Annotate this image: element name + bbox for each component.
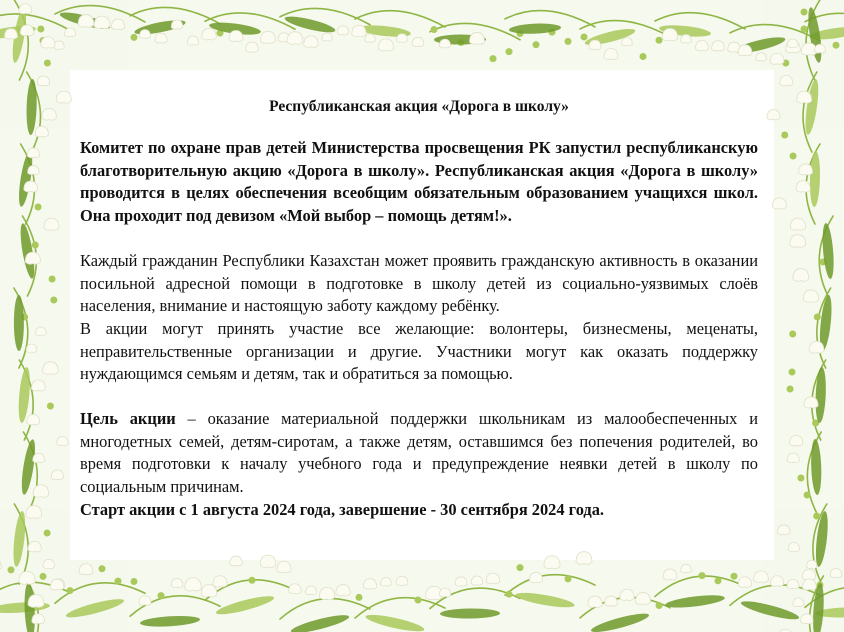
- lily-bloom: [19, 571, 35, 584]
- lily-bloom: [622, 37, 632, 45]
- lily-bloom: [815, 44, 826, 53]
- lily-bloom: [277, 561, 291, 572]
- goal-label: Цель акции: [80, 409, 176, 429]
- flower-bud: [35, 204, 42, 211]
- lily-bloom: [306, 586, 317, 595]
- flower-bud: [581, 33, 588, 40]
- flower-bud: [8, 566, 15, 573]
- lily-bloom: [139, 596, 151, 605]
- lily-bloom: [289, 584, 301, 594]
- flower-bud: [49, 276, 56, 283]
- lily-bloom: [681, 564, 692, 572]
- flower-bud: [517, 564, 524, 571]
- lily-bloom: [663, 569, 677, 580]
- lily-bloom: [790, 235, 806, 248]
- flower-bud: [656, 37, 663, 44]
- lily-bloom: [801, 614, 813, 624]
- flower-bud: [50, 297, 57, 304]
- lily-bloom: [809, 341, 824, 353]
- lily-bloom: [620, 589, 634, 600]
- lily-bloom: [605, 596, 618, 606]
- lily-bloom: [79, 564, 93, 575]
- flower-bud: [800, 26, 807, 33]
- lily-bloom: [544, 556, 560, 569]
- lily-bloom: [793, 598, 804, 607]
- lily-bloom: [26, 344, 37, 352]
- lily-bloom: [28, 541, 41, 552]
- flower-bud: [640, 53, 647, 60]
- flower-bud: [37, 26, 44, 33]
- flower-bud: [789, 331, 796, 338]
- lily-bloom: [322, 33, 332, 41]
- lily-bloom: [78, 15, 94, 28]
- goal-text: – оказание материальной поддержки школьникам из малообеспеченных и многодетных семей, детям-сиротам, а также детям, оставшимся без попечения родителей, во время подготовки к началу учебного года и предупреждение неявки детей в школу по социальным причинам.: [80, 409, 758, 497]
- lily-bloom: [793, 269, 809, 282]
- lily-bloom: [229, 30, 243, 41]
- flower-bud: [158, 592, 165, 599]
- lily-bloom: [4, 29, 17, 39]
- lily-bloom: [111, 19, 124, 30]
- lily-bloom: [51, 470, 63, 480]
- participants-paragraph: В акции могут принять участие все желающие: волонтеры, бизнесмены, меценаты, неправительственные организации и другие. Участники могут как оказать поддержку нуждающимся семьям и детям, так и обратиться за помощью.: [80, 318, 758, 384]
- lily-bloom: [42, 108, 57, 120]
- lily-bloom: [797, 91, 812, 103]
- lily-bloom: [260, 31, 275, 43]
- lily-bloom: [778, 525, 790, 535]
- lily-bloom: [803, 290, 819, 302]
- flower-bud: [814, 314, 821, 321]
- lily-bloom: [32, 614, 45, 624]
- lily-bloom: [796, 181, 810, 192]
- lily-bloom: [50, 579, 64, 590]
- lily-bloom: [770, 53, 784, 64]
- flower-bud: [506, 48, 513, 55]
- lily-bloom: [604, 49, 618, 60]
- lily-bloom: [287, 32, 303, 45]
- lily-bloom: [35, 126, 48, 137]
- flower-bud: [47, 403, 54, 410]
- lily-bloom: [43, 559, 55, 568]
- lily-bloom: [187, 36, 198, 45]
- lily-bloom: [64, 28, 75, 37]
- flower-bud: [44, 60, 51, 67]
- flower-bud: [699, 572, 706, 579]
- flower-bud: [565, 575, 572, 582]
- lily-bloom: [202, 28, 217, 40]
- flower-bud: [131, 578, 138, 585]
- intro-paragraph: Комитет по охране прав детей Министерства просвещения РК запустил республиканскую благотворительную акцию «Дорога в школу». Республиканская акция «Дорога в школу» проводится в целях обеспечения всеобщим обязательным образованием учащихся школ. Она проходит под девизом «Мой выбор – помощь детям!».: [80, 138, 758, 226]
- lily-bloom: [336, 585, 350, 596]
- lily-bloom: [260, 555, 276, 567]
- lily-bloom: [94, 16, 110, 29]
- lily-bloom: [802, 569, 815, 580]
- lily-bloom: [381, 578, 392, 586]
- lily-bloom: [37, 76, 49, 86]
- flower-bud: [804, 492, 811, 499]
- lily-bloom: [529, 572, 542, 582]
- lily-bloom: [738, 577, 751, 588]
- lily-bloom: [27, 148, 39, 158]
- lily-bloom: [28, 166, 39, 175]
- lily-bloom: [790, 218, 805, 230]
- lily-bloom: [365, 34, 376, 42]
- lily-bloom: [439, 588, 450, 597]
- lily-bloom: [772, 198, 786, 209]
- lily-bloom: [213, 576, 227, 587]
- lily-bloom: [35, 327, 46, 336]
- lily-bloom: [27, 415, 40, 425]
- lily-bloom: [787, 453, 799, 463]
- lily-bloom: [681, 35, 692, 44]
- lily-bloom: [304, 36, 318, 48]
- lily-bloom: [589, 40, 601, 50]
- flower-bud: [415, 596, 422, 603]
- lily-bloom: [439, 39, 450, 48]
- lily-bloom: [787, 39, 798, 47]
- lily-bloom: [378, 39, 393, 51]
- lily-bloom: [780, 76, 793, 86]
- lily-bloom: [470, 32, 485, 44]
- flower-bud: [32, 242, 39, 249]
- lily-bloom: [41, 37, 55, 48]
- flower-bud: [813, 513, 820, 520]
- lily-bloom: [696, 41, 709, 51]
- flower-bud: [781, 132, 788, 139]
- dates-line: Старт акции с 1 августа 2024 года, завершение - 30 сентября 2024 года.: [80, 499, 605, 519]
- lily-bloom: [412, 37, 424, 46]
- lily-bloom: [396, 576, 408, 585]
- lily-bloom: [337, 26, 348, 35]
- lily-bloom: [26, 506, 42, 519]
- lily-bloom: [33, 485, 49, 497]
- flower-bud: [115, 578, 122, 585]
- lily-bloom: [44, 218, 59, 230]
- lily-bloom: [31, 380, 45, 391]
- article: [80, 96, 758, 522]
- flower-bud: [249, 577, 256, 584]
- lily-bloom: [19, 4, 32, 14]
- flower-bud: [533, 41, 540, 48]
- flower-bud: [656, 602, 663, 609]
- lily-bloom: [140, 30, 151, 39]
- lily-bloom: [662, 28, 677, 40]
- lily-bloom: [319, 587, 334, 599]
- lily-bloom: [806, 560, 816, 568]
- lily-bloom: [246, 42, 259, 52]
- flower-bud: [833, 42, 840, 49]
- flower-bud: [44, 530, 51, 537]
- lily-bloom: [28, 595, 44, 608]
- page-title: Республиканская акция «Дорога в школу»: [269, 98, 569, 115]
- lily-bloom: [830, 568, 841, 577]
- lily-bloom: [397, 34, 408, 43]
- flower-bud: [99, 565, 106, 572]
- lily-bloom: [20, 25, 34, 36]
- lily-bloom: [588, 596, 602, 607]
- lily-bloom: [788, 543, 799, 552]
- flower-bud: [565, 38, 572, 45]
- flower-bud: [801, 9, 808, 16]
- lily-bloom: [455, 577, 467, 586]
- flower-bud: [40, 573, 47, 580]
- lily-bloom: [486, 573, 499, 584]
- flower-bud: [356, 594, 363, 601]
- lily-bloom: [230, 556, 242, 566]
- citizens-paragraph: Каждый гражданин Республики Казахстан может проявить гражданскую активность в оказании посильной адресной помощи в подготовке в школу детей из социально-уязвимых слоёв населения, внимание и настоящую заботу каждому ребёнку.: [80, 250, 758, 316]
- lily-bloom: [171, 578, 183, 587]
- lily-bloom: [155, 33, 167, 43]
- lily-bloom: [56, 91, 71, 103]
- flower-bud: [131, 34, 138, 41]
- lily-bloom: [770, 576, 783, 587]
- lily-bloom: [185, 578, 202, 591]
- lily-bloom: [738, 45, 752, 56]
- lily-bloom: [712, 41, 725, 51]
- flower-bud: [715, 577, 722, 584]
- lily-bloom: [576, 552, 592, 565]
- flower-bud: [431, 26, 438, 33]
- lily-bloom: [33, 453, 45, 462]
- lily-bloom: [767, 110, 780, 120]
- lily-bloom: [24, 181, 38, 192]
- lily-bloom: [802, 579, 816, 590]
- flower-bud: [490, 55, 497, 62]
- flower-bud: [67, 587, 74, 594]
- flower-bud: [797, 475, 804, 482]
- flower-bud: [790, 153, 797, 160]
- lily-bloom: [636, 593, 651, 605]
- lily-bloom: [363, 579, 376, 589]
- lily-bloom: [471, 576, 483, 585]
- lily-bloom: [789, 435, 802, 446]
- lily-bloom: [171, 20, 182, 29]
- flower-bud: [506, 591, 513, 598]
- goal-paragraph: [80, 408, 758, 499]
- lily-bloom: [756, 53, 766, 61]
- lily-bloom: [799, 164, 813, 175]
- lily-bloom: [352, 25, 366, 36]
- lily-bloom: [43, 362, 59, 374]
- flower-bud: [787, 386, 794, 393]
- lily-bloom: [804, 397, 818, 408]
- lily-bloom: [787, 579, 799, 588]
- flower-bud: [789, 369, 796, 376]
- flower-bud: [731, 573, 738, 580]
- lily-bloom: [25, 252, 40, 264]
- lily-bloom: [57, 437, 68, 446]
- lily-bloom: [754, 571, 769, 583]
